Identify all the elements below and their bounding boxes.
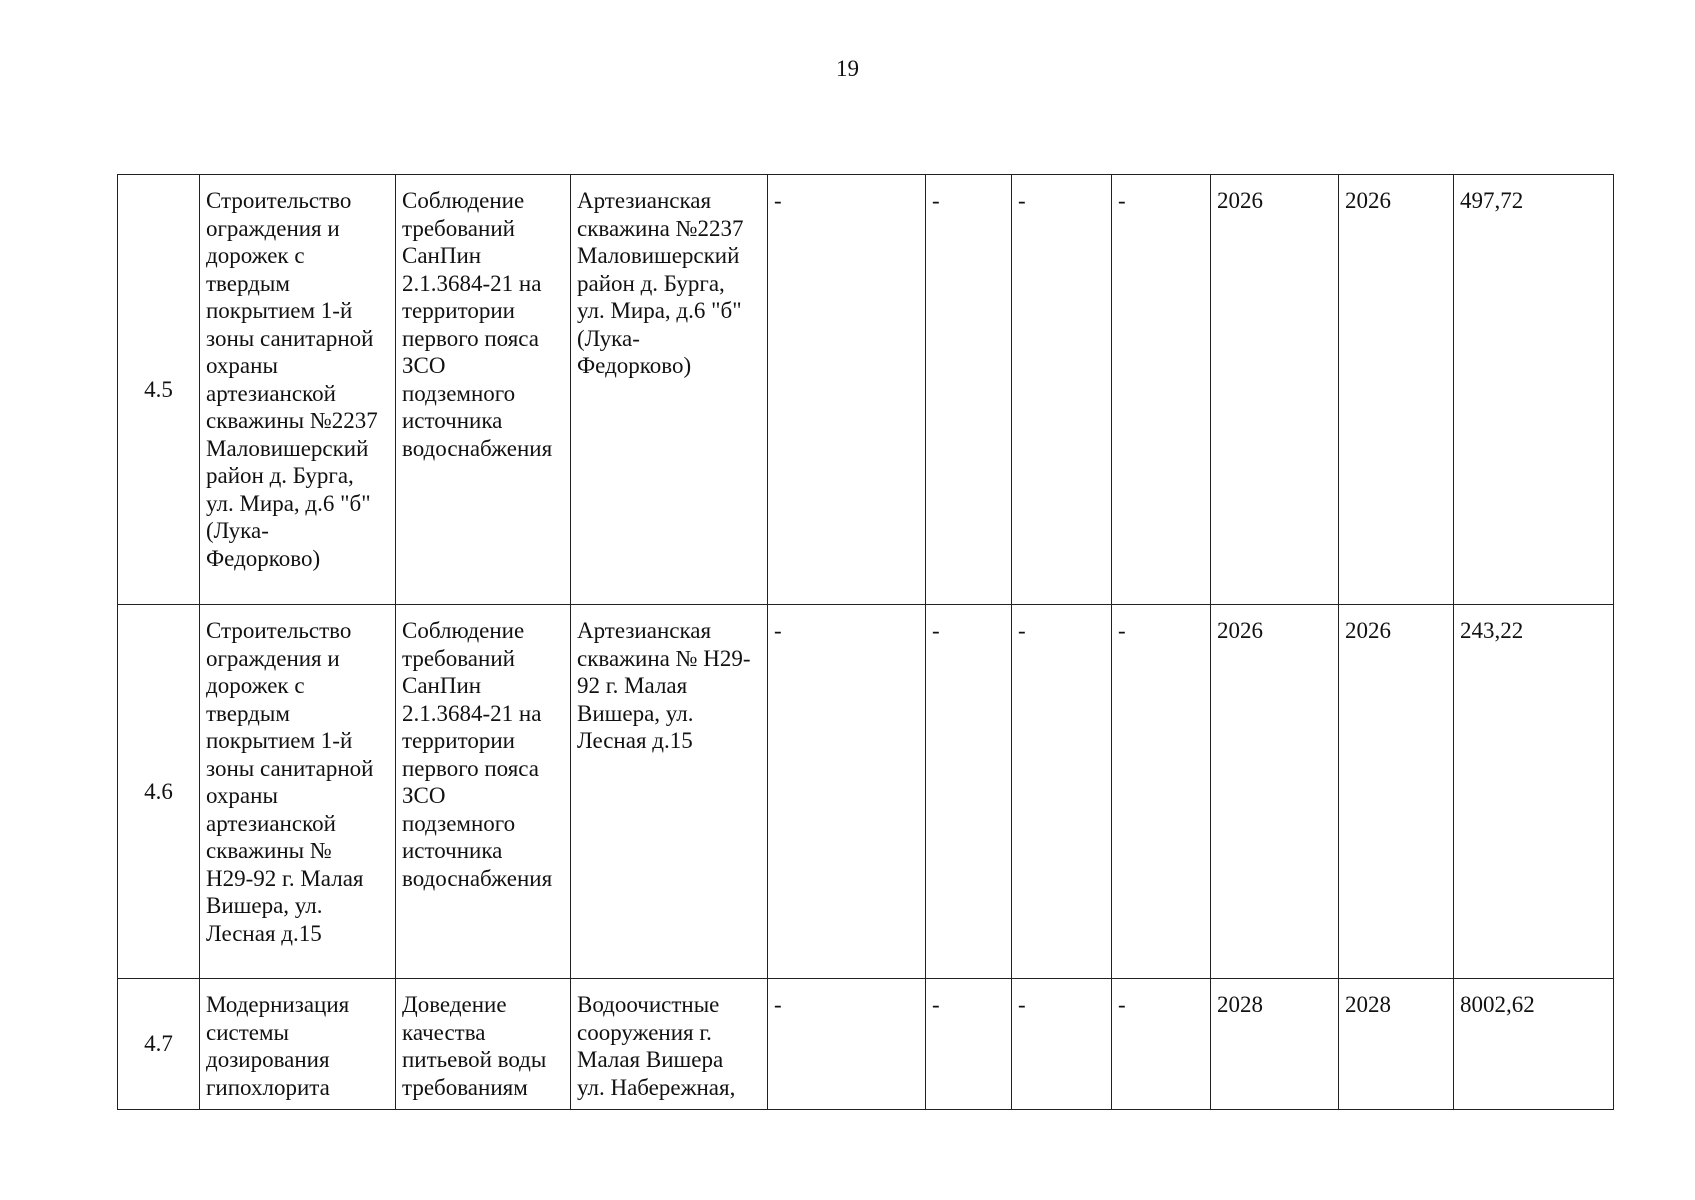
start-year-cell: 2026 <box>1211 175 1339 605</box>
empty-value-cell: - <box>768 605 926 979</box>
row-number: 4.5 <box>118 175 200 605</box>
empty-value-cell: - <box>1112 175 1211 605</box>
row-number: 4.6 <box>118 605 200 979</box>
measure-location-cell: Артезианская скважина №2237 Маловишерский район д. Бурга, ул. Мира, д.6 "б" (Лука- Федорково) <box>571 175 768 605</box>
cost-cell: 8002,62 <box>1454 979 1614 1110</box>
cost-cell: 243,22 <box>1454 605 1614 979</box>
empty-value-cell: - <box>768 979 926 1110</box>
row-number: 4.7 <box>118 979 200 1110</box>
measure-location-cell: Артезианская скважина № Н29- 92 г. Малая Вишера, ул. Лесная д.15 <box>571 605 768 979</box>
table-row <box>118 979 1614 1110</box>
end-year-cell: 2026 <box>1339 605 1454 979</box>
measure-location-cell: Водоочистные сооружения г. Малая Вишера ул. Набережная, <box>571 979 768 1110</box>
measure-name-cell: Строительство ограждения и дорожек с твердым покрытием 1-й зоны санитарной охраны артезианской скважины № Н29-92 г. Малая Вишера, ул. Лесная д.15 <box>200 605 396 979</box>
empty-value-cell: - <box>926 175 1012 605</box>
end-year-cell: 2028 <box>1339 979 1454 1110</box>
empty-value-cell: - <box>1012 979 1112 1110</box>
start-year-cell: 2026 <box>1211 605 1339 979</box>
measures-table <box>117 174 1614 1110</box>
measure-goal-cell: Соблюдение требований СанПин 2.1.3684-21 на территории первого пояса ЗСО подземного источника водоснабжения <box>396 605 571 979</box>
table-row <box>118 605 1614 979</box>
empty-value-cell: - <box>926 979 1012 1110</box>
empty-value-cell: - <box>926 605 1012 979</box>
empty-value-cell: - <box>1012 175 1112 605</box>
measure-name-cell: Модернизация системы дозирования гипохлорита <box>200 979 396 1110</box>
measure-goal-cell: Соблюдение требований СанПин 2.1.3684-21 на территории первого пояса ЗСО подземного источника водоснабжения <box>396 175 571 605</box>
measure-name-cell: Строительство ограждения и дорожек с твердым покрытием 1-й зоны санитарной охраны артезианской скважины №2237 Маловишерский район д. Бурга, ул. Мира, д.6 "б" (Лука- Федорково) <box>200 175 396 605</box>
table-row <box>118 175 1614 605</box>
cost-cell: 497,72 <box>1454 175 1614 605</box>
measure-goal-cell: Доведение качества питьевой воды требованиям <box>396 979 571 1110</box>
empty-value-cell: - <box>768 175 926 605</box>
empty-value-cell: - <box>1112 979 1211 1110</box>
start-year-cell: 2028 <box>1211 979 1339 1110</box>
empty-value-cell: - <box>1012 605 1112 979</box>
empty-value-cell: - <box>1112 605 1211 979</box>
end-year-cell: 2026 <box>1339 175 1454 605</box>
page-number: 19 <box>836 56 859 81</box>
